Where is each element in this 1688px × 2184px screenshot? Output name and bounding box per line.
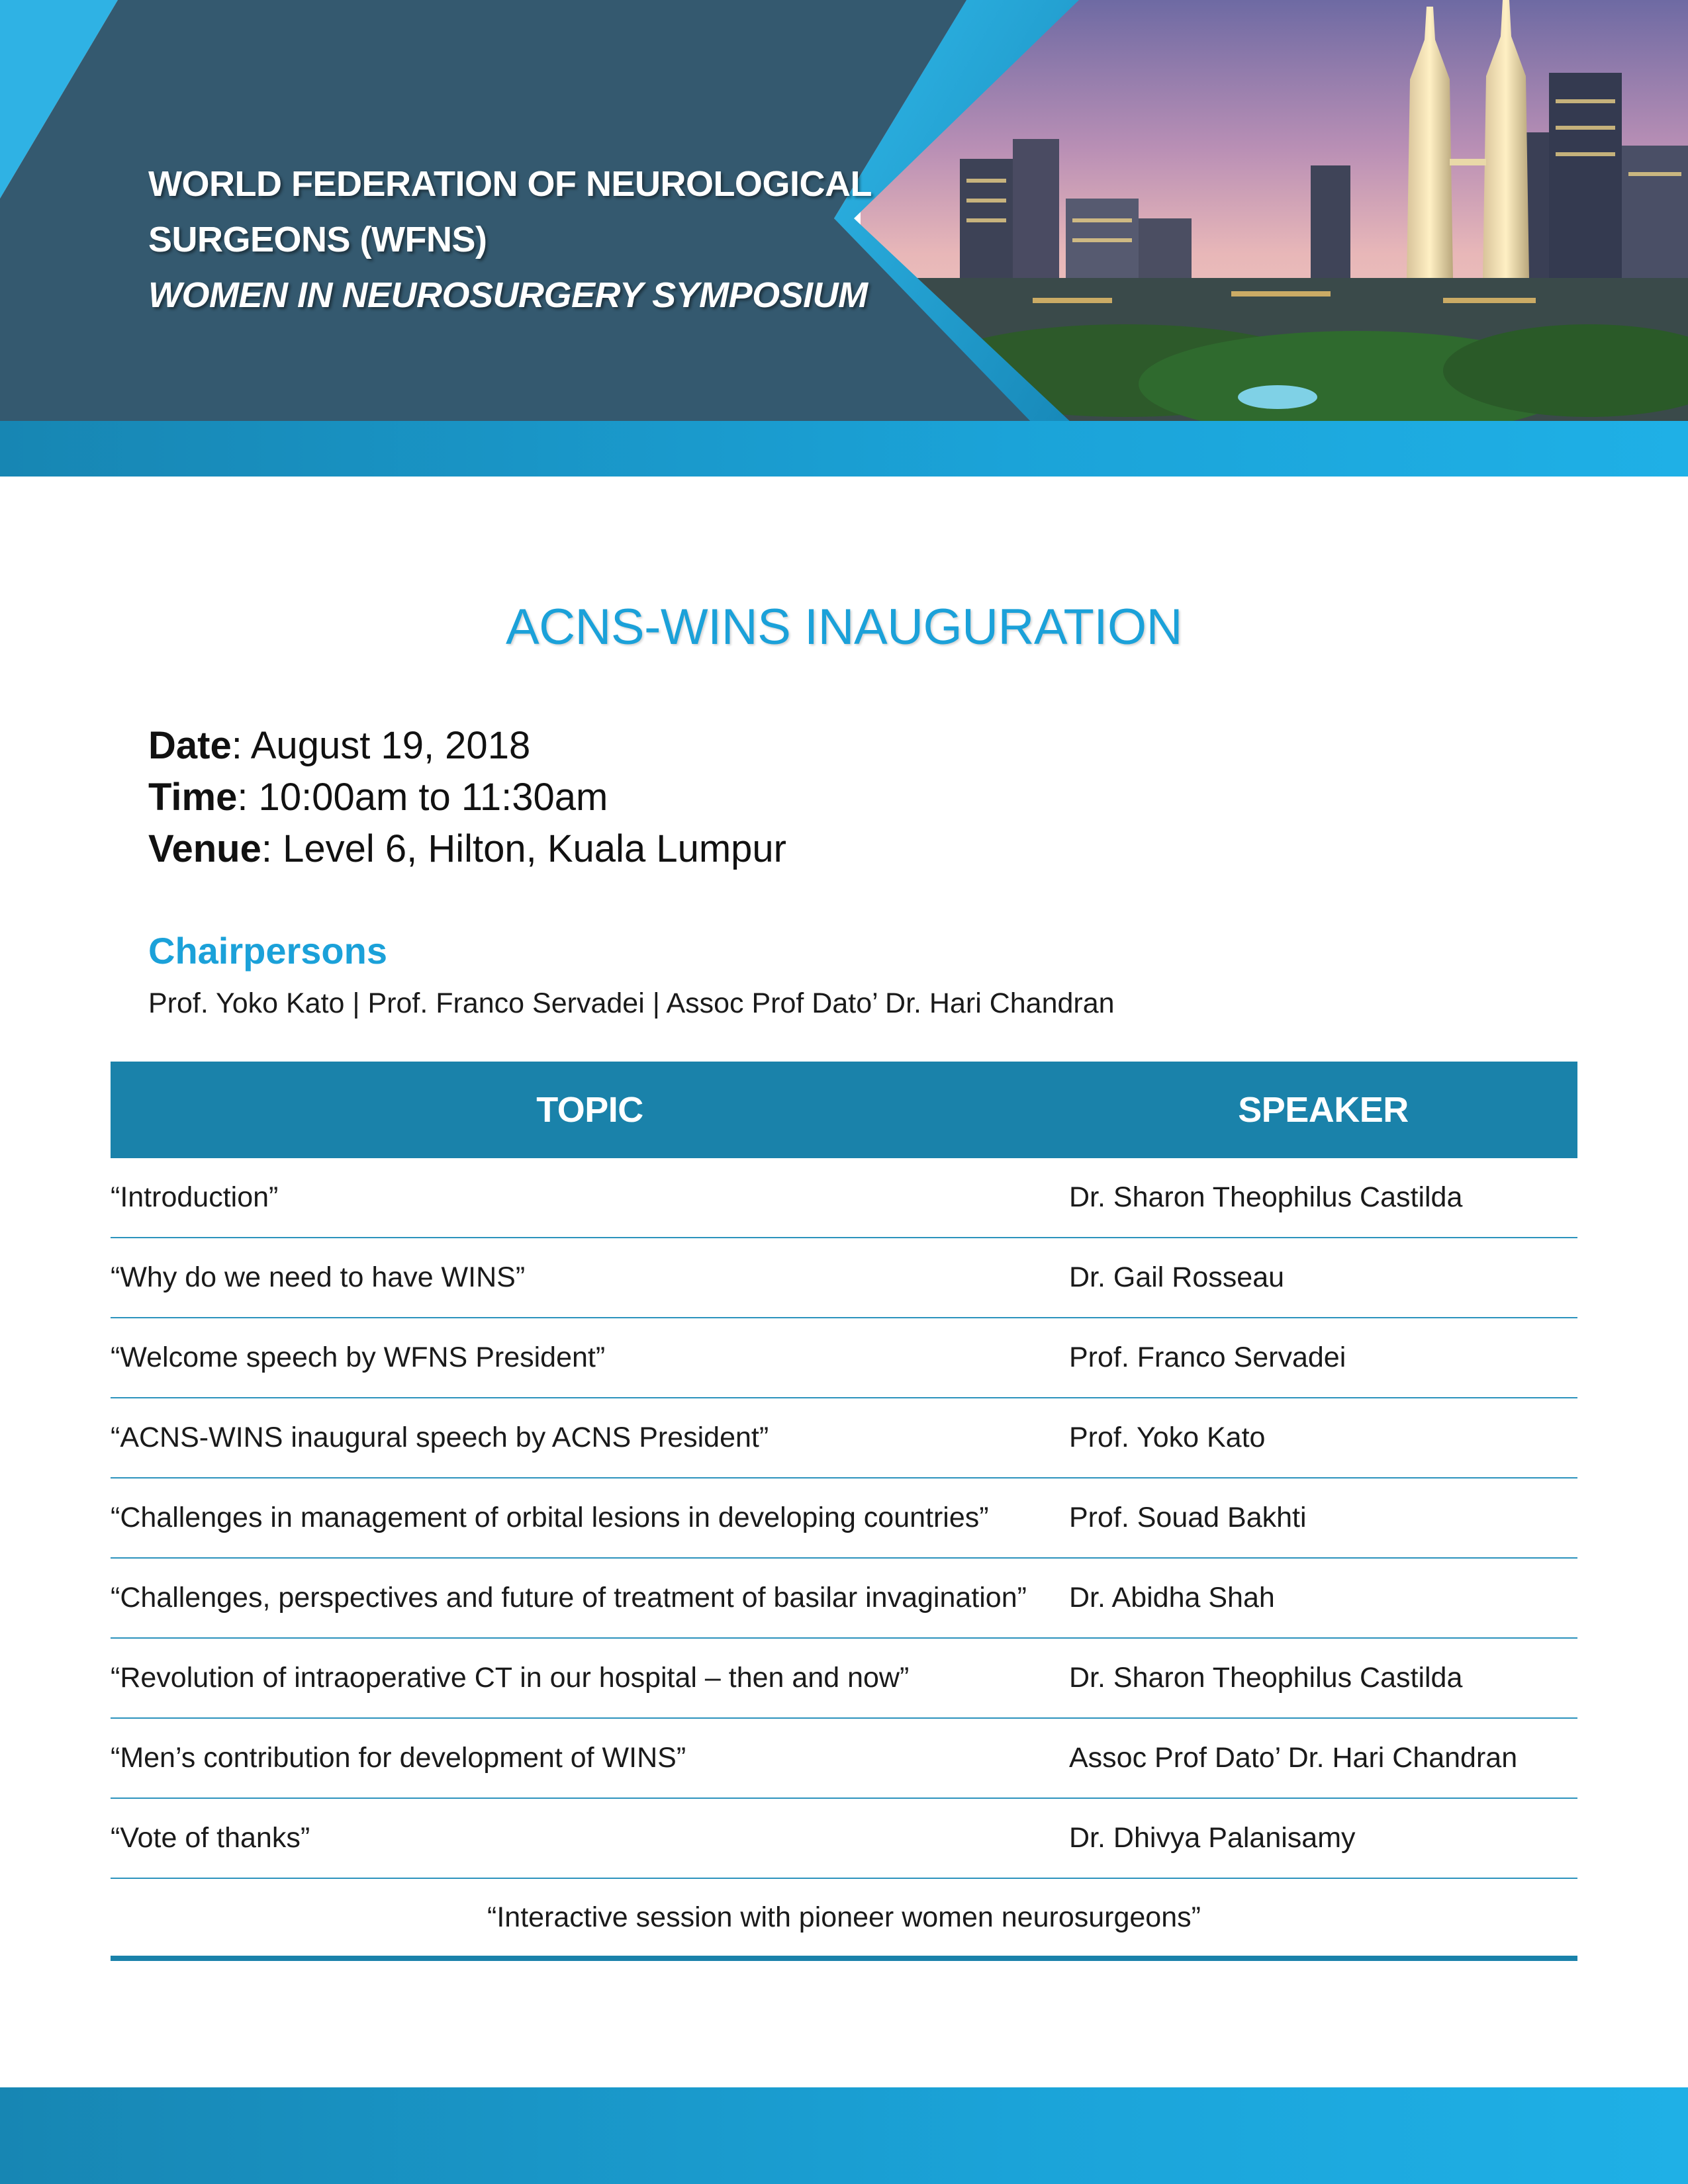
topic-header: TOPIC [536,1090,643,1130]
table-row [111,1719,1577,1799]
table-row [111,1398,1577,1479]
venue-label: Venue [148,827,261,870]
topic-cell: “Vote of thanks” [111,1822,310,1854]
speaker-header: SPEAKER [1238,1090,1409,1130]
time-row [148,772,786,823]
header-title-line2: SURGEONS (WFNS) [148,220,487,259]
header-banner [0,0,1688,477]
speaker-cell: Dr. Sharon Theophilus Castilda [1069,1181,1463,1213]
speaker-cell: Dr. Gail Rosseau [1069,1261,1285,1293]
topic-cell: “Revolution of intraoperative CT in our hospital – then and now” [111,1662,910,1694]
time-value: : 10:00am to 11:30am [237,776,608,819]
chairpersons-heading: Chairpersons [148,930,387,972]
header-title-line1: WORLD FEDERATION OF NEUROLOGICAL [148,164,872,204]
topic-cell: “ACNS-WINS inaugural speech by ACNS President” [111,1422,769,1453]
table-row [111,1559,1577,1639]
speaker-cell: Dr. Dhivya Palanisamy [1069,1822,1356,1854]
table-header [111,1062,1577,1158]
topic-cell: “Introduction” [111,1181,279,1213]
speaker-cell: Dr. Abidha Shah [1069,1582,1275,1614]
topic-cell: “Challenges, perspectives and future of treatment of basilar invagination” [111,1582,1027,1614]
chairpersons-names: Prof. Yoko Kato | Prof. Franco Servadei | Assoc Prof Dato’ Dr. Hari Chandran [148,987,1115,1019]
header-title-line3: WOMEN IN NEUROSURGERY SYMPOSIUM [148,275,868,315]
topic-cell: “Challenges in management of orbital lesions in developing countries” [111,1502,989,1533]
topic-cell: “Why do we need to have WINS” [111,1261,526,1293]
footer-band [0,2087,1688,2184]
topic-cell: “Welcome speech by WFNS President” [111,1342,606,1373]
date-row [148,720,786,772]
table-row [111,1479,1577,1559]
table-row [111,1318,1577,1398]
speaker-cell: Prof. Yoko Kato [1069,1422,1266,1453]
schedule-table [111,1062,1577,1961]
time-label: Time [148,776,238,819]
header-title [148,156,872,323]
venue-row [148,823,786,875]
speaker-cell: Prof. Franco Servadei [1069,1342,1346,1373]
table-row [111,1238,1577,1318]
date-label: Date [148,724,232,767]
venue-value: : Level 6, Hilton, Kuala Lumpur [261,827,786,870]
table-footer: “Interactive session with pioneer women neurosurgeons” [111,1879,1577,1961]
event-info [148,720,786,875]
speaker-cell: Dr. Sharon Theophilus Castilda [1069,1662,1463,1694]
speaker-cell: Prof. Souad Bakhti [1069,1502,1307,1533]
table-row [111,1799,1577,1879]
date-value: : August 19, 2018 [231,724,531,767]
speaker-cell: Assoc Prof Dato’ Dr. Hari Chandran [1069,1742,1518,1774]
table-row [111,1158,1577,1238]
event-title: ACNS-WINS INAUGURATION [505,599,1183,655]
table-row [111,1639,1577,1719]
topic-cell: “Men’s contribution for development of WINS” [111,1742,686,1774]
header-bottom-band [0,421,1688,477]
